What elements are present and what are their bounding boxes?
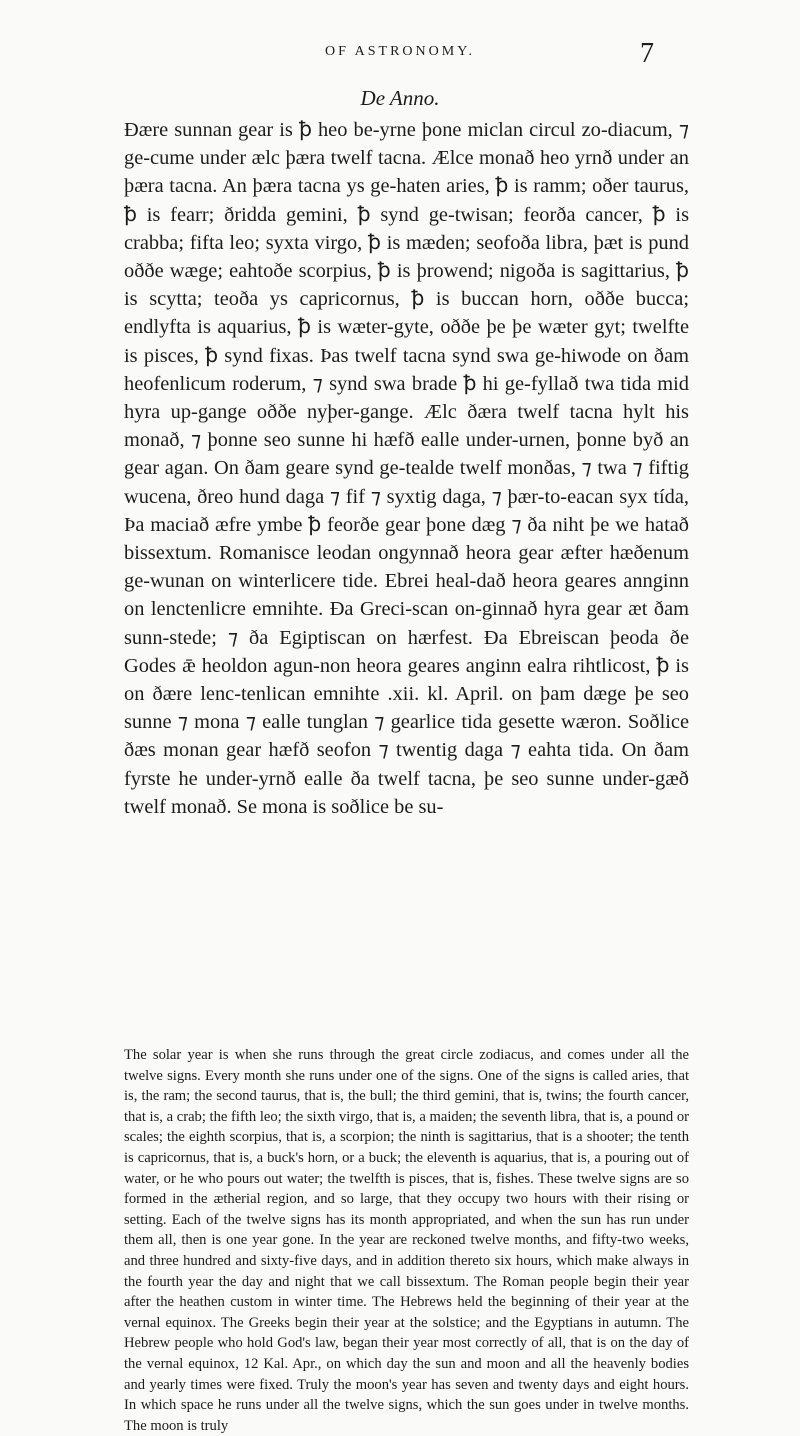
page-number: 7	[640, 38, 654, 69]
translation-paragraph: The solar year is when she runs through the great circle zodiacus, and comes under all the twelve signs. Every month she runs under one of the signs. One of the signs is called aries, that is, the ram; the second taurus, that is, the bull; the third gemini, that is, twins; the fourth cancer, that is, a crab; the fifth leo; the sixth virgo, that is, a maiden; the seventh libra, that is, a pound or scales; the eighth scorpius, that is, a scorpion; the ninth is sagittarius, that is a shooter; the tenth is capricornus, that is, a buck's horn, or a buck; the eleventh is aquarius, that is, a pouring out of water, or he who pours out water; the twelfth is pisces, that is, fishes. These twelve signs are so formed in the ætherial region, and so large, that they occupy two hours with their rising or setting. Each of the twelve signs has its month appropriated, and when the sun has run under them all, then is one year gone. In the year are reckoned twelve months, and fifty-two weeks, and three hundred and sixty-five days, and in addition thereto six hours, which make always in the fourth year the day and night that we call bissextum. The Roman people begin their year after the heathen custom in winter time. The Hebrews held the beginning of their year at the vernal equinox. The Greeks begin their year at the solstice; and the Egyptians in autumn. The Hebrew people who hold God's law, began their year most correctly of all, that is on the day of the vernal equinox, 12 Kal. Apr., on which day the sun and moon and all the heavenly bodies and yearly times were fixed. Truly the moon's year has seven and twenty days and eight hours. In which space he runs under all the twelve signs, which the sun goes under in twelve months. The moon is truly	[124, 1047, 689, 1434]
running-head: OF ASTRONOMY.	[325, 44, 475, 59]
section-title: De Anno.	[360, 86, 440, 110]
old-english-paragraph: Ðære sunnan gear is ꝥ heo be-yrne þone miclan circul zo-diacum, ⁊ ge-cume under ælc þæra twelf tacna. Ælce monað heo yrnð under an þæra tacna. An þæra tacna ys ge-haten aries, ꝥ is ramm; oðer taurus, ꝥ is fearr; ðridda gemini, ꝥ synd ge-twisan; feorða cancer, ꝥ is crabba; fifta leo; syxta virgo, ꝥ is mæden; seofoða libra, þæt is pund oððe wæge; eahtoðe scorpius, ꝥ is þrowend; nigoða is sagittarius, ꝥ is scytta; teoða ys capricornus, ꝥ is buccan horn, oððe bucca; endlyfta is aquarius, ꝥ is wæter-gyte, oððe þe þe wæter gyt; twelfte is pisces, ꝥ synd fixas. Þas twelf tacna synd swa ge-hiwode on ðam heofenlicum roderum, ⁊ synd swa brade ꝥ hi ge-fyllað twa tida mid hyra up-gange oððe nyþer-gange. Ælc ðæra twelf tacna hylt his monað, ⁊ þonne seo sunne hi hæfð ealle under-urnen, þonne byð an gear agan. On ðam geare synd ge-tealde twelf monðas, ⁊ twa ⁊ fiftig wucena, ðreo hund daga ⁊ fif ⁊ syxtig daga, ⁊ þær-to-eacan syx tída, Þa maciað æfre ymbe ꝥ feorðe gear þone dæg ⁊ ða niht þe we hatað bissextum. Romanisce leodan ongynnað heora gear æfter hæðenum ge-wunan on winterlicere tide. Ebrei heal-dað heora geares annginn on lenctenlicre emnihte. Ða Greci-scan on-ginnað hyra gear æt ðam sunn-stede; ⁊ ða Egiptiscan on hærfest. Ða Ebreiscan þeoda ðe Godes ǣ heoldon agun-non heora geares anginn ealra rihtlicost, ꝥ is on ðære lenc-tenlican emnihte .xii. kl. April. on þam dæge þe seo sunne ⁊ mona ⁊ ealle tunglan ⁊ gearlice tida gesette wæron. Soðlice ðæs monan gear hæfð seofon ⁊ twentig daga ⁊ eahta tida. On ðam fyrste he under-yrnð ealle ða twelf tacna, þe seo sunne under-gæð twelf monað. Se mona is soðlice be su-	[124, 119, 689, 818]
